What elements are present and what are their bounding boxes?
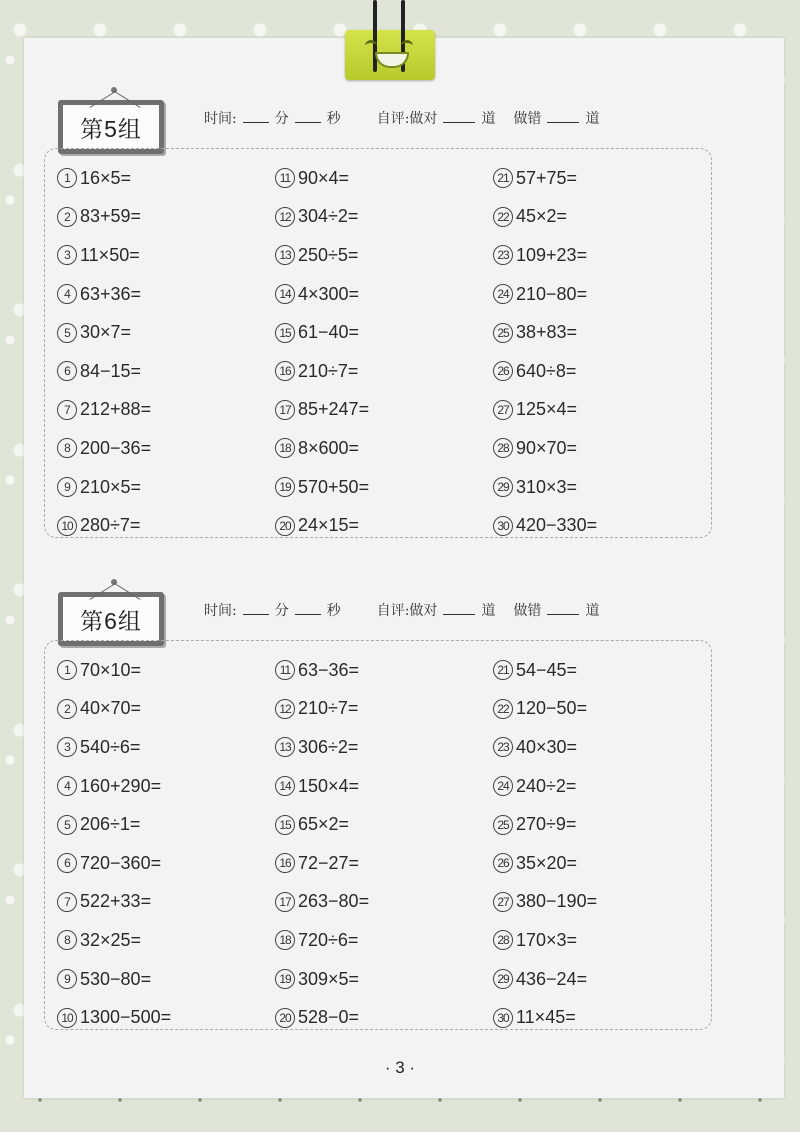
problem-item — [57, 805, 275, 844]
circled-number: 13 — [275, 737, 295, 757]
problem-expression: 85+247= — [298, 399, 370, 420]
problem-item — [493, 236, 711, 275]
problem-item — [493, 468, 711, 507]
circled-number: 22 — [493, 207, 513, 227]
circled-number: 12 — [275, 699, 295, 719]
problem-expression: 160+290= — [80, 775, 162, 796]
minutes-blank[interactable] — [243, 600, 269, 615]
problem-expression: 84−15= — [80, 360, 142, 381]
circled-number: 19 — [275, 969, 295, 989]
problem-item — [57, 728, 275, 767]
problem-expression: 90×70= — [516, 437, 578, 458]
unit-label: 道 — [585, 111, 600, 127]
problem-expression: 436−24= — [516, 968, 588, 989]
group-title: 第6组 — [80, 607, 142, 634]
circled-number: 27 — [493, 400, 513, 420]
problem-item — [493, 883, 711, 922]
problem-expression: 528−0= — [298, 1007, 360, 1028]
group-title: 第5组 — [80, 115, 142, 142]
sign-string — [90, 90, 118, 108]
problem-expression: 570+50= — [298, 476, 370, 497]
seconds-label: 秒 — [326, 603, 341, 619]
problem-expression: 125×4= — [516, 399, 578, 420]
problem-expression: 200−36= — [80, 437, 152, 458]
clip-wire-left — [373, 0, 377, 72]
circled-number: 20 — [275, 516, 295, 536]
circled-number: 26 — [493, 361, 513, 381]
problem-expression: 109+23= — [516, 244, 588, 265]
circled-number: 25 — [493, 815, 513, 835]
group-header — [44, 78, 712, 148]
circled-number: 3 — [57, 737, 77, 757]
circled-number: 20 — [275, 1008, 295, 1028]
problem-expression: 210÷7= — [298, 698, 359, 719]
seconds-blank[interactable] — [295, 600, 321, 615]
problem-item — [493, 159, 711, 198]
problem-item — [57, 275, 275, 314]
problem-item — [493, 506, 711, 545]
problem-item — [57, 313, 275, 352]
circled-number: 2 — [57, 207, 77, 227]
problem-expression: 240÷2= — [516, 775, 577, 796]
clip-eye-right — [401, 40, 413, 49]
problem-item — [493, 313, 711, 352]
problem-expression: 4×300= — [298, 283, 360, 304]
problem-expression: 212+88= — [80, 399, 152, 420]
unit-label: 道 — [585, 603, 600, 619]
problem-item — [275, 651, 493, 690]
circled-number: 28 — [493, 438, 513, 458]
problem-expression: 11×45= — [516, 1007, 576, 1028]
circled-number: 11 — [275, 168, 295, 188]
problem-column — [57, 159, 275, 545]
problem-expression: 309×5= — [298, 968, 360, 989]
problem-expression: 420−330= — [516, 515, 598, 536]
problem-item — [57, 960, 275, 999]
circled-number: 9 — [57, 477, 77, 497]
problem-columns — [45, 651, 711, 1037]
problem-column — [57, 651, 275, 1037]
problem-expression: 120−50= — [516, 698, 588, 719]
self-eval-label: 自评:做对 — [376, 603, 438, 619]
circled-number: 8 — [57, 438, 77, 458]
circled-number: 3 — [57, 245, 77, 265]
circled-number: 18 — [275, 930, 295, 950]
problem-column — [493, 651, 711, 1037]
problem-item — [493, 651, 711, 690]
problem-expression: 306÷2= — [298, 736, 359, 757]
problem-expression: 40×30= — [516, 736, 578, 757]
circled-number: 6 — [57, 853, 77, 873]
problem-expression: 32×25= — [80, 929, 142, 950]
problem-expression: 30×7= — [80, 322, 132, 343]
circled-number: 23 — [493, 737, 513, 757]
group-header — [44, 570, 712, 640]
circled-number: 15 — [275, 323, 295, 343]
problem-expression: 280÷7= — [80, 515, 141, 536]
correct-count-blank[interactable] — [443, 108, 475, 123]
sign-string — [113, 582, 141, 600]
problem-expression: 170×3= — [516, 929, 578, 950]
problem-expression: 65×2= — [298, 814, 350, 835]
circled-number: 6 — [57, 361, 77, 381]
problems-box — [44, 640, 712, 1030]
unit-label: 道 — [481, 111, 496, 127]
problem-expression: 57+75= — [516, 167, 578, 188]
seconds-label: 秒 — [326, 111, 341, 127]
problem-item — [57, 391, 275, 430]
problem-expression: 210÷7= — [298, 360, 359, 381]
problem-expression: 210×5= — [80, 476, 142, 497]
problem-item — [275, 960, 493, 999]
circled-number: 9 — [57, 969, 77, 989]
self-evaluation-line — [204, 600, 599, 620]
problem-expression: 61−40= — [298, 322, 360, 343]
minutes-blank[interactable] — [243, 108, 269, 123]
problem-item — [57, 651, 275, 690]
problem-item — [493, 805, 711, 844]
problem-item — [493, 998, 711, 1037]
problem-expression: 522+33= — [80, 891, 152, 912]
problem-expression: 40×70= — [80, 698, 142, 719]
problem-expression: 206÷1= — [80, 814, 141, 835]
problem-item — [493, 275, 711, 314]
problem-item — [275, 883, 493, 922]
circled-number: 29 — [493, 477, 513, 497]
problem-column — [275, 159, 493, 545]
problem-item — [57, 159, 275, 198]
circled-number: 1 — [57, 168, 77, 188]
circled-number: 5 — [57, 323, 77, 343]
problem-expression: 16×5= — [80, 167, 132, 188]
problem-item — [275, 352, 493, 391]
problem-item — [493, 391, 711, 430]
circled-number: 5 — [57, 815, 77, 835]
circled-number: 30 — [493, 516, 513, 536]
problem-item — [275, 391, 493, 430]
problem-expression: 210−80= — [516, 283, 588, 304]
clip-eye-left — [365, 40, 377, 49]
circled-number: 28 — [493, 930, 513, 950]
problem-expression: 83+59= — [80, 206, 142, 227]
wrong-count-blank[interactable] — [547, 600, 579, 615]
time-label: 时间: — [204, 603, 237, 619]
problem-item — [275, 690, 493, 729]
circled-number: 14 — [275, 776, 295, 796]
problem-item — [57, 468, 275, 507]
problem-expression: 11×50= — [80, 244, 140, 265]
problem-item — [275, 805, 493, 844]
problem-item — [57, 998, 275, 1037]
circled-number: 14 — [275, 284, 295, 304]
problem-item — [57, 236, 275, 275]
sign-string — [90, 582, 118, 600]
problem-item — [493, 352, 711, 391]
problem-expression: 90×4= — [298, 167, 350, 188]
circled-number: 7 — [57, 892, 77, 912]
problem-expression: 1300−500= — [80, 1007, 172, 1028]
problem-item — [493, 844, 711, 883]
problem-item — [275, 468, 493, 507]
circled-number: 7 — [57, 400, 77, 420]
problem-item — [493, 767, 711, 806]
circled-number: 16 — [275, 853, 295, 873]
circled-number: 2 — [57, 699, 77, 719]
problem-item — [493, 690, 711, 729]
sign-string — [113, 90, 141, 108]
problem-expression: 720÷6= — [298, 929, 359, 950]
circled-number: 4 — [57, 284, 77, 304]
problem-expression: 70×10= — [80, 659, 142, 680]
unit-label: 道 — [481, 603, 496, 619]
problem-expression: 45×2= — [516, 206, 568, 227]
problem-item — [275, 767, 493, 806]
wrong-label: 做错 — [513, 603, 542, 619]
circled-number: 23 — [493, 245, 513, 265]
problem-item — [493, 429, 711, 468]
circled-number: 24 — [493, 284, 513, 304]
problem-item — [275, 998, 493, 1037]
problem-expression: 263−80= — [298, 891, 370, 912]
problem-expression: 72−27= — [298, 852, 360, 873]
seconds-blank[interactable] — [295, 108, 321, 123]
problem-column — [275, 651, 493, 1037]
problem-expression: 63+36= — [80, 283, 142, 304]
circled-number: 29 — [493, 969, 513, 989]
binder-clip-icon — [345, 22, 435, 80]
circled-number: 16 — [275, 361, 295, 381]
problem-item — [57, 198, 275, 237]
circled-number: 11 — [275, 660, 295, 680]
circled-number: 27 — [493, 892, 513, 912]
circled-number: 8 — [57, 930, 77, 950]
group-title-sign — [58, 100, 164, 154]
problem-expression: 24×15= — [298, 515, 360, 536]
problem-item — [493, 921, 711, 960]
circled-number: 17 — [275, 400, 295, 420]
problem-item — [493, 960, 711, 999]
problem-item — [275, 921, 493, 960]
problems-box — [44, 148, 712, 538]
circled-number: 15 — [275, 815, 295, 835]
problem-item — [275, 313, 493, 352]
circled-number: 19 — [275, 477, 295, 497]
problem-item — [57, 767, 275, 806]
problem-item — [493, 198, 711, 237]
problem-expression: 310×3= — [516, 476, 578, 497]
problem-item — [275, 275, 493, 314]
problem-expression: 63−36= — [298, 659, 360, 680]
minutes-label: 分 — [274, 111, 289, 127]
problem-expression: 35×20= — [516, 852, 578, 873]
circled-number: 10 — [57, 516, 77, 536]
circled-number: 21 — [493, 168, 513, 188]
problem-item — [57, 883, 275, 922]
problem-expression: 38+83= — [516, 322, 578, 343]
page-number: · 3 · — [384, 1058, 416, 1077]
problem-expression: 540÷6= — [80, 736, 141, 757]
problem-expression: 304÷2= — [298, 206, 359, 227]
wrong-count-blank[interactable] — [547, 108, 579, 123]
problem-expression: 8×600= — [298, 437, 360, 458]
problem-expression: 150×4= — [298, 775, 360, 796]
problem-expression: 250÷5= — [298, 244, 359, 265]
circled-number: 22 — [493, 699, 513, 719]
self-evaluation-line — [204, 108, 599, 128]
problem-columns — [45, 159, 711, 545]
problem-item — [275, 506, 493, 545]
time-label: 时间: — [204, 111, 237, 127]
self-eval-label: 自评:做对 — [376, 111, 438, 127]
problem-item — [493, 728, 711, 767]
problem-item — [57, 352, 275, 391]
problem-expression: 54−45= — [516, 659, 578, 680]
circled-number: 4 — [57, 776, 77, 796]
circled-number: 25 — [493, 323, 513, 343]
circled-number: 24 — [493, 776, 513, 796]
wrong-label: 做错 — [513, 111, 542, 127]
problem-expression: 380−190= — [516, 891, 598, 912]
exercise-group-6 — [44, 570, 712, 1030]
circled-number: 10 — [57, 1008, 77, 1028]
problem-item — [57, 844, 275, 883]
circled-number: 18 — [275, 438, 295, 458]
circled-number: 21 — [493, 660, 513, 680]
problem-item — [275, 844, 493, 883]
problem-item — [275, 728, 493, 767]
correct-count-blank[interactable] — [443, 600, 475, 615]
circled-number: 1 — [57, 660, 77, 680]
problem-item — [275, 159, 493, 198]
problem-expression: 640÷8= — [516, 360, 577, 381]
group-title-sign — [58, 592, 164, 646]
problem-item — [275, 198, 493, 237]
circled-number: 12 — [275, 207, 295, 227]
problem-item — [57, 429, 275, 468]
problem-column — [493, 159, 711, 545]
problem-item — [275, 236, 493, 275]
problem-item — [57, 690, 275, 729]
problem-expression: 530−80= — [80, 968, 152, 989]
exercise-group-5 — [44, 78, 712, 538]
circled-number: 17 — [275, 892, 295, 912]
problem-expression: 270÷9= — [516, 814, 577, 835]
circled-number: 13 — [275, 245, 295, 265]
circled-number: 26 — [493, 853, 513, 873]
problem-item — [57, 506, 275, 545]
problem-item — [57, 921, 275, 960]
circled-number: 30 — [493, 1008, 513, 1028]
problem-expression: 720−360= — [80, 852, 162, 873]
minutes-label: 分 — [274, 603, 289, 619]
problem-item — [275, 429, 493, 468]
